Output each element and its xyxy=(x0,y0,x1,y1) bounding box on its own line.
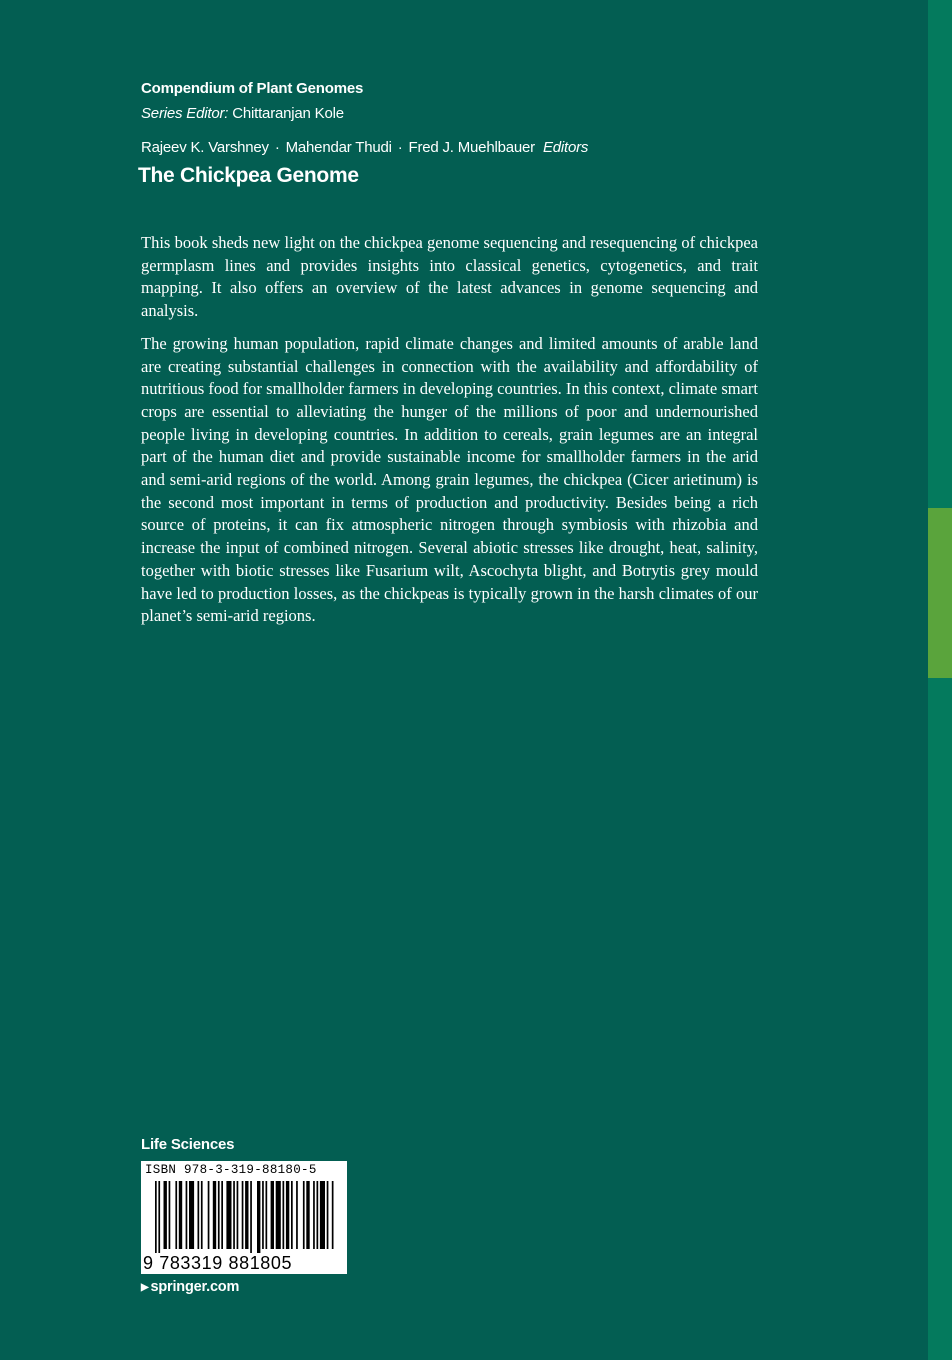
barcode-bar xyxy=(296,1181,298,1249)
description-paragraph: This book sheds new light on the chickpea genome sequencing and resequencing of chickpea germplasm lines and provides insights into classical genetics, cytogenetics, and trait mapping. It also offers an overview of the latest advances in genome sequencing and analysis. xyxy=(141,233,758,321)
description-paragraph: The growing human population, rapid climate changes and limited amounts of arable land are creating substantial challenges in connection with the availability and affordability of nutritious food for smallholder farmers in developing countries. In this context, climate smart crops are essential to alleviating the hunger of the millions of poor and undernourished people living in developing countries. In addition to cereals, grain legumes are an integral part of the human diet and provide sustainable income for smallholder farmers in the arid and semi-arid regions of the world. Among grain legumes, the chickpea (Cicer arietinum) is the second most important in terms of production and productivity. Besides being a rich source of proteins, it can fix atmospheric nitrogen through symbiosis with rhizobia and increase the input of combined nitrogen. Several abiotic stresses like drought, heat, salinity, together with biotic stresses like Fusarium wilt, Ascochyta blight, and Botrytis grey mould have led to production losses, as the chickpeas is typically grown in the harsh climates of our planet’s semi-arid regions. xyxy=(141,333,758,626)
editor-name: Fred J. Muehlbauer xyxy=(408,139,535,156)
barcode-bar xyxy=(291,1181,293,1249)
barcode-bar xyxy=(306,1181,309,1249)
barcode-bar xyxy=(226,1181,231,1249)
barcode-bar xyxy=(198,1181,200,1249)
editor-separator: · xyxy=(397,139,403,156)
barcode-bar xyxy=(201,1181,203,1249)
barcode-bar xyxy=(189,1181,194,1249)
barcode-bar xyxy=(237,1181,239,1249)
barcode-bar xyxy=(303,1181,305,1249)
barcode-bar xyxy=(218,1181,220,1249)
barcode-bar xyxy=(213,1181,216,1249)
publisher-website[interactable] xyxy=(141,1279,239,1295)
barcode-bar xyxy=(179,1181,182,1249)
isbn-barcode xyxy=(141,1161,347,1274)
book-editors xyxy=(141,139,588,156)
barcode-bar xyxy=(175,1181,177,1249)
barcode-bar xyxy=(271,1181,274,1249)
editor-name: Mahendar Thudi xyxy=(285,139,392,156)
barcode-bar xyxy=(320,1181,325,1249)
book-description xyxy=(141,232,758,638)
series-editor-name: Chittaranjan Kole xyxy=(232,105,344,122)
barcode-bar xyxy=(276,1181,281,1249)
barcode-bar xyxy=(313,1181,315,1249)
isbn-text: ISBN 978-3-319-88180-5 xyxy=(145,1163,317,1177)
barcode-bar xyxy=(245,1181,248,1249)
barcode-bar xyxy=(158,1181,160,1253)
barcode-bar xyxy=(262,1181,264,1249)
barcode-bar xyxy=(257,1181,260,1253)
barcode-bar xyxy=(155,1181,157,1253)
barcode-bar xyxy=(327,1181,329,1249)
barcode-bar xyxy=(317,1181,319,1249)
barcode-bar xyxy=(286,1181,289,1249)
editor-name: Rajeev K. Varshney xyxy=(141,139,269,156)
barcode-bar xyxy=(221,1181,223,1249)
barcode-bar xyxy=(233,1181,235,1249)
website-url: springer.com xyxy=(150,1279,240,1295)
book-title: The Chickpea Genome xyxy=(138,164,359,187)
series-editor-label: Series Editor: xyxy=(141,105,229,122)
series-editor xyxy=(141,105,344,122)
barcode-bar xyxy=(242,1181,244,1249)
spine-highlight-bar xyxy=(928,508,952,678)
barcode-bar xyxy=(169,1181,171,1249)
spine-color-bar xyxy=(928,0,952,508)
spine-color-bar-lower xyxy=(928,678,952,1360)
editors-role: Editors xyxy=(542,139,589,156)
series-title: Compendium of Plant Genomes xyxy=(141,80,364,97)
arrow-right-icon: ▶ xyxy=(141,1282,149,1293)
barcode-bar xyxy=(208,1181,210,1249)
editor-separator: · xyxy=(274,139,280,156)
barcode-bar xyxy=(332,1181,334,1249)
ean-digits: 9 783319 881805 xyxy=(143,1253,293,1273)
barcode-bar xyxy=(283,1181,285,1249)
barcode-bar xyxy=(266,1181,268,1249)
subject-category: Life Sciences xyxy=(141,1136,235,1153)
barcode-bars xyxy=(155,1181,335,1253)
barcode-bar xyxy=(186,1181,188,1249)
barcode-bar xyxy=(164,1181,167,1249)
barcode-bar xyxy=(250,1181,252,1253)
